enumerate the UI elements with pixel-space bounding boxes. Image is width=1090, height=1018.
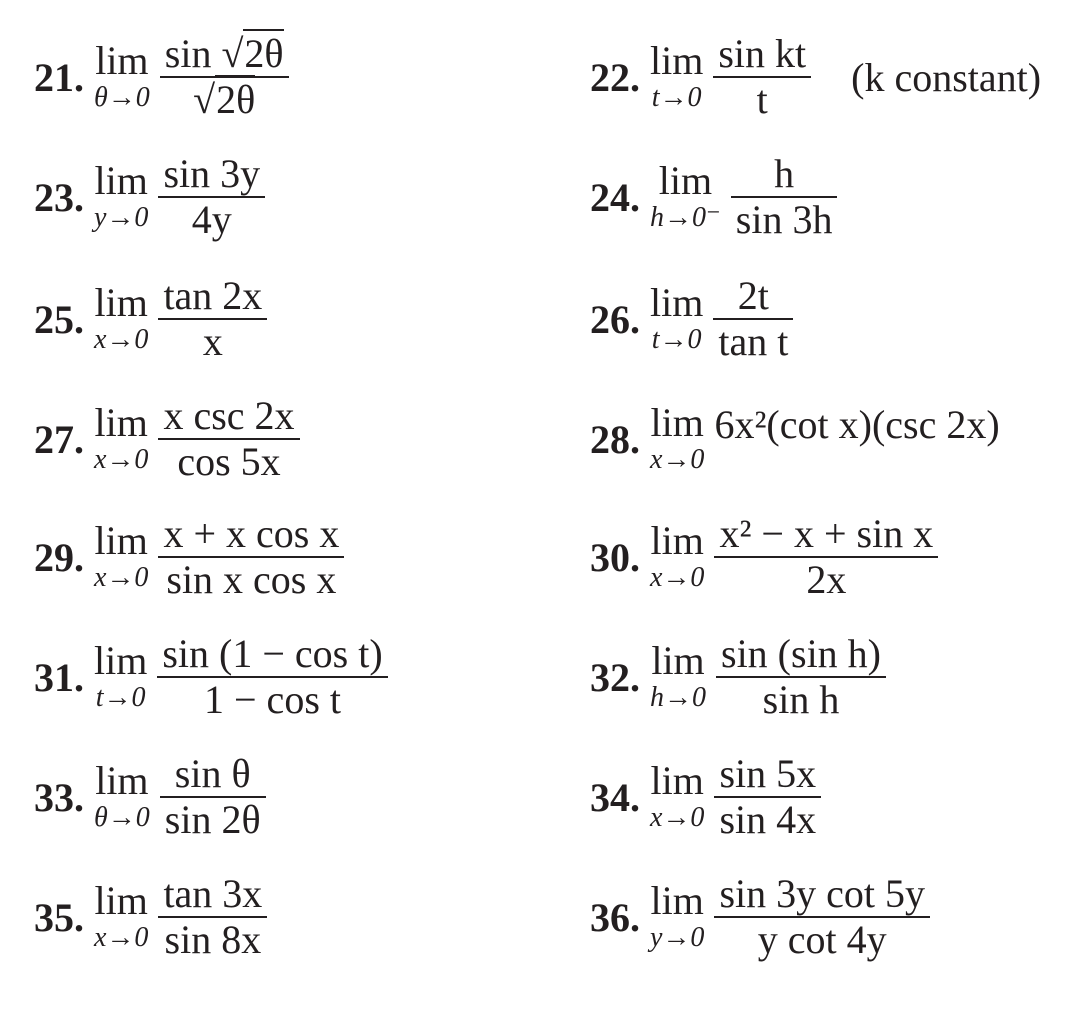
- problem-number: 33.: [34, 774, 84, 820]
- denominator: 2x: [806, 557, 847, 602]
- problem-28: [590, 384, 1000, 494]
- limit-operator: [650, 280, 704, 355]
- problem-23: [34, 142, 265, 252]
- problem-25: [34, 264, 267, 374]
- numerator: x csc 2x: [163, 393, 295, 438]
- fraction: [157, 632, 387, 722]
- limit-operator: [94, 280, 149, 355]
- limit-operator: [650, 518, 705, 593]
- problem-27: [34, 384, 300, 494]
- denominator: x: [202, 319, 223, 364]
- problem-35: [34, 862, 267, 972]
- fraction: [160, 32, 289, 122]
- lim-word: lim: [94, 280, 148, 325]
- denominator: t: [756, 77, 768, 122]
- lim-subscript: h→0: [650, 682, 706, 713]
- constant-note: (k constant): [851, 54, 1042, 100]
- limit-operator: [94, 878, 149, 953]
- lim-word: lim: [94, 158, 148, 203]
- limit-operator: [650, 400, 705, 475]
- numerator: x + x cos x: [163, 511, 340, 556]
- lim-subscript: x→0: [650, 444, 705, 475]
- lim-subscript: x→0: [94, 444, 149, 475]
- problem-31: [34, 622, 388, 732]
- numerator: sin 3y: [163, 151, 261, 196]
- denominator: 1 − cos t: [204, 677, 341, 722]
- lim-subscript: x→0: [650, 562, 705, 593]
- lim-subscript: θ→0: [94, 802, 150, 833]
- lim-subscript: t→0: [651, 324, 702, 355]
- denominator: [188, 78, 260, 122]
- lim-subscript: x→0: [94, 922, 149, 953]
- lim-word: lim: [651, 638, 705, 683]
- problem-33: [34, 742, 266, 852]
- sqrt-symbol: √: [193, 77, 216, 122]
- numerator: sin 3y cot 5y: [719, 871, 925, 916]
- limit-operator: [650, 758, 705, 833]
- problem-number: 32.: [590, 654, 640, 700]
- lim-subscript: x→0: [94, 324, 149, 355]
- denominator: sin 3h: [735, 197, 833, 242]
- denominator: sin 2θ: [164, 797, 261, 842]
- lim-subscript: h→0⁻: [650, 202, 721, 233]
- problem-number: 28.: [590, 416, 640, 462]
- lim-word: lim: [94, 518, 148, 563]
- problem-22: [590, 22, 1041, 132]
- denominator: sin 8x: [164, 917, 262, 962]
- numerator-text: sin: [164, 31, 222, 76]
- problem-number: 27.: [34, 416, 84, 462]
- limit-operator: [94, 518, 149, 593]
- lim-subscript: x→0: [650, 802, 705, 833]
- limit-operator: [650, 878, 705, 953]
- lim-subscript: y→0: [650, 922, 705, 953]
- limit-operator: [94, 400, 149, 475]
- problem-number: 26.: [590, 296, 640, 342]
- limit-operator: [650, 638, 706, 713]
- lim-word: lim: [650, 400, 704, 445]
- problem-number: 36.: [590, 894, 640, 940]
- fraction: [716, 632, 886, 722]
- lim-subscript: y→0: [94, 202, 149, 233]
- fraction: [714, 872, 930, 962]
- numerator: x² − x + sin x: [719, 511, 934, 556]
- radicand: 2θ: [216, 77, 256, 122]
- lim-subscript: x→0: [94, 562, 149, 593]
- numerator: [160, 32, 289, 76]
- limit-operator: [94, 638, 148, 713]
- denominator: y cot 4y: [757, 917, 887, 962]
- problem-number: 22.: [590, 54, 640, 100]
- lim-word: lim: [650, 280, 704, 325]
- limit-operator: [650, 38, 704, 113]
- problem-34: [590, 742, 821, 852]
- radicand: 2θ: [244, 31, 284, 76]
- lim-word: lim: [650, 518, 704, 563]
- numerator: sin θ: [174, 751, 251, 796]
- numerator: sin (sin h): [721, 631, 881, 676]
- lim-word: lim: [650, 758, 704, 803]
- limit-operator: [94, 38, 150, 113]
- problem-36: [590, 862, 930, 972]
- numerator: sin 5x: [719, 751, 817, 796]
- lim-word: lim: [94, 400, 148, 445]
- problem-number: 24.: [590, 174, 640, 220]
- denominator: sin h: [762, 677, 840, 722]
- fraction: [713, 274, 793, 364]
- numerator: tan 2x: [163, 273, 263, 318]
- denominator: 4y: [191, 197, 232, 242]
- problem-number: 25.: [34, 296, 84, 342]
- lim-word: lim: [94, 878, 148, 923]
- problem-26: [590, 264, 793, 374]
- numerator: 2t: [737, 273, 769, 318]
- problem-number: 31.: [34, 654, 84, 700]
- numerator: sin (1 − cos t): [162, 631, 383, 676]
- fraction: [158, 274, 267, 364]
- limit-operator: [650, 158, 721, 233]
- numerator: sin kt: [718, 31, 807, 76]
- lim-word: lim: [650, 878, 704, 923]
- problem-number: 23.: [34, 174, 84, 220]
- lim-word: lim: [94, 638, 148, 683]
- fraction: [731, 152, 838, 242]
- lim-subscript: t→0: [95, 682, 146, 713]
- lim-word: lim: [650, 38, 704, 83]
- problem-number: 30.: [590, 534, 640, 580]
- fraction: [158, 872, 267, 962]
- fraction: [158, 512, 344, 602]
- fraction: [714, 512, 938, 602]
- lim-word: lim: [95, 758, 149, 803]
- expression: 6x²(cot x)(csc 2x): [714, 401, 1000, 447]
- fraction: [713, 32, 811, 122]
- problem-32: [590, 622, 886, 732]
- fraction: [160, 752, 266, 842]
- lim-subscript: θ→0: [94, 82, 150, 113]
- problem-21: [34, 22, 289, 132]
- problem-number: 35.: [34, 894, 84, 940]
- fraction: [714, 752, 821, 842]
- limit-operator: [94, 158, 149, 233]
- fraction: [158, 394, 299, 484]
- numerator: h: [774, 151, 795, 196]
- limit-operator: [94, 758, 150, 833]
- lim-subscript: t→0: [651, 82, 702, 113]
- lim-word: lim: [95, 38, 149, 83]
- problem-number: 34.: [590, 774, 640, 820]
- fraction: [158, 152, 265, 242]
- denominator: sin 4x: [719, 797, 817, 842]
- numerator: tan 3x: [163, 871, 263, 916]
- problem-24: [590, 142, 837, 252]
- denominator: cos 5x: [177, 439, 281, 484]
- problem-29: [34, 502, 344, 612]
- problem-30: [590, 502, 938, 612]
- lim-word: lim: [658, 158, 713, 203]
- denominator: sin x cos x: [166, 557, 337, 602]
- problem-number: 21.: [34, 54, 84, 100]
- problem-number: 29.: [34, 534, 84, 580]
- sqrt-symbol: √: [221, 31, 244, 76]
- denominator: tan t: [718, 319, 789, 364]
